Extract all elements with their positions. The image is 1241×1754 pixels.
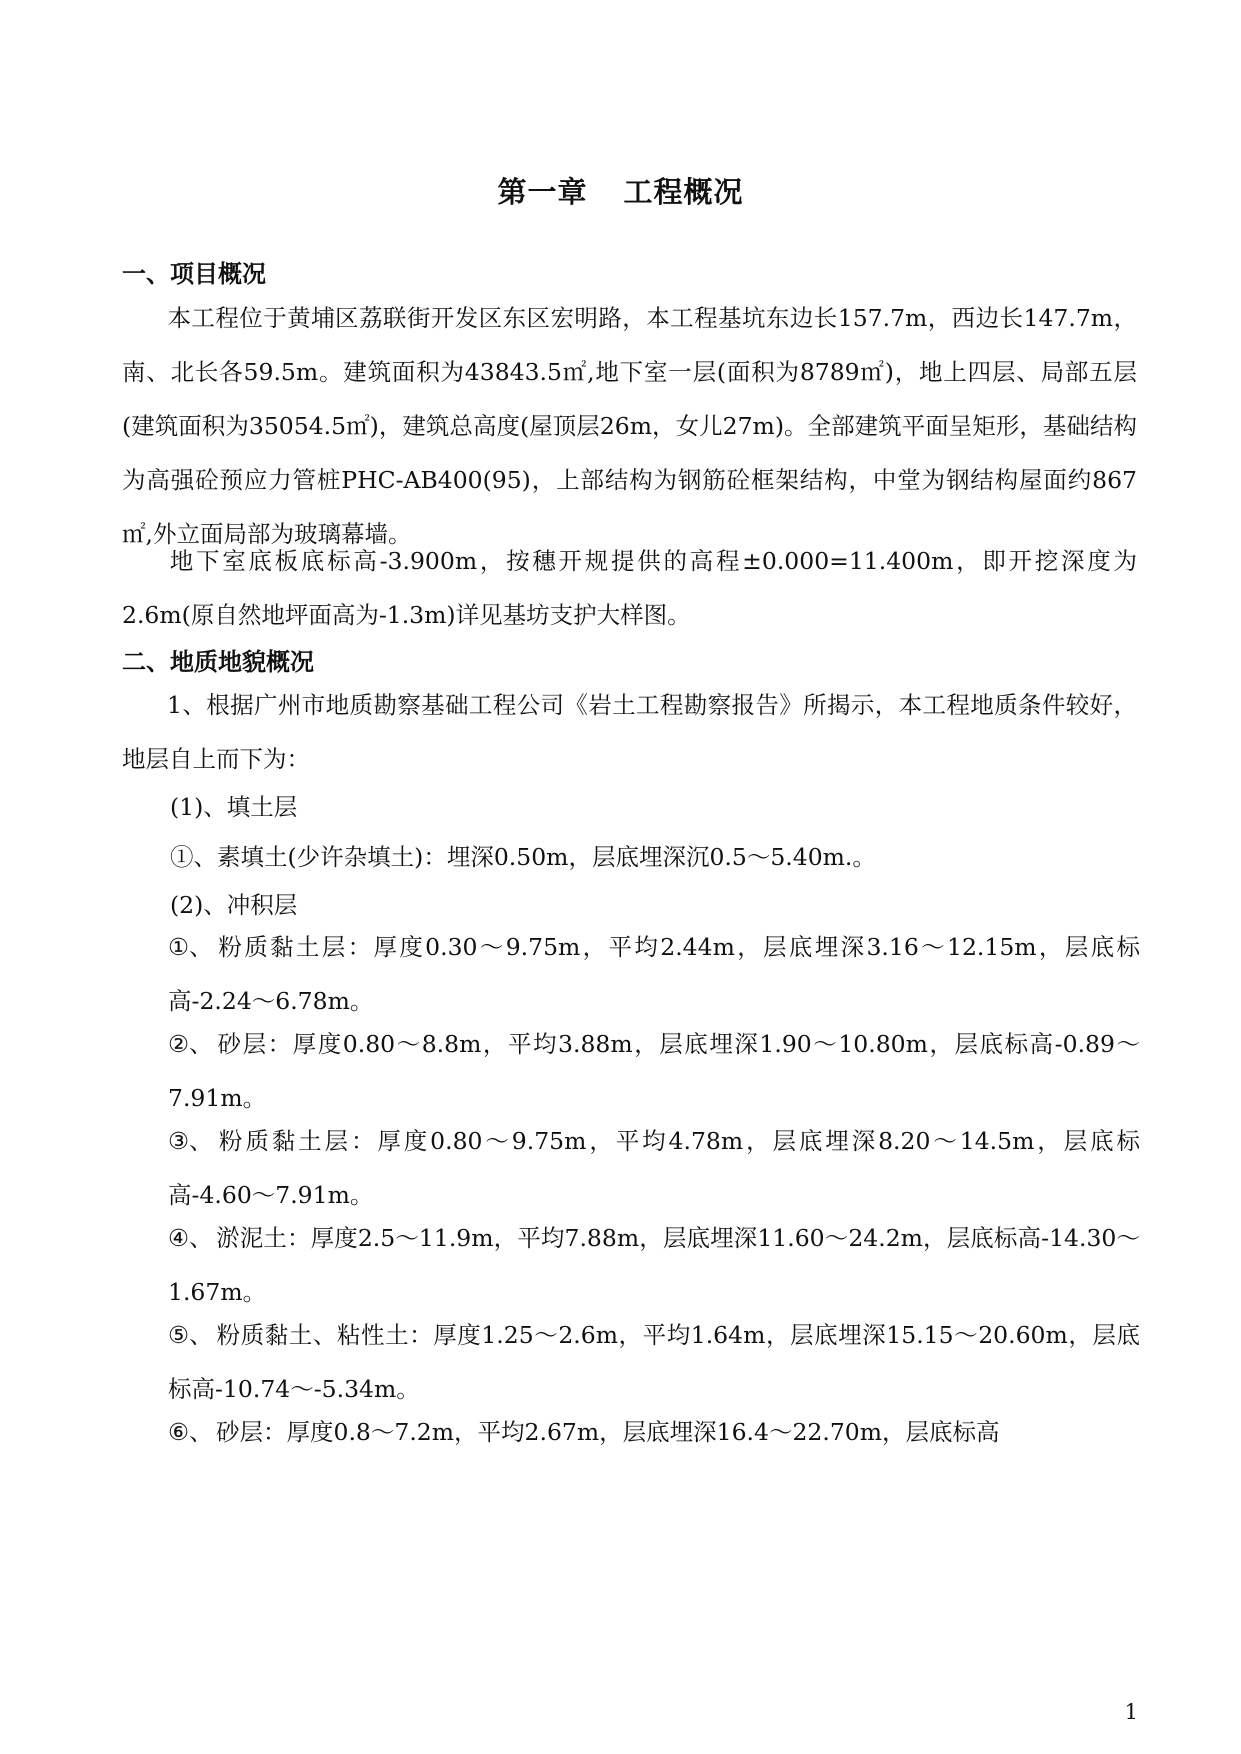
layer-text: 砂层：厚度0.8～7.2m，平均2.67m，层底埋深16.4～22.70m，层底标高 (216, 1418, 1000, 1446)
chapter-number: 第一章 (497, 175, 588, 209)
layer-item (168, 1405, 1140, 1459)
layer-marker: ④、 (168, 1224, 213, 1252)
layer-item (168, 1211, 1140, 1319)
layer-marker: ⑤、 (168, 1321, 213, 1349)
strata-group-fill: (1)、填土层 (170, 793, 298, 821)
chapter-title (0, 170, 1241, 211)
layer-item (168, 920, 1140, 1028)
layer-marker: ①、 (168, 933, 213, 961)
paragraph-project-description: 本工程位于黄埔区荔联街开发区东区宏明路，本工程基坑东边长157.7m，西边长147.7m，南、北长各59.5m。建筑面积为43843.5㎡,地下室一层(面积为8789㎡)，地上四层、局部五层(建筑面积为35054.5㎡)，建筑总高度(屋顶层26m，女儿27m)。全部建筑平面呈矩形，基础结构为高强砼预应力管桩PHC-AB400(95)，上部结构为钢筋砼框架结构，中堂为钢结构屋面约867㎡,外立面局部为玻璃幕墙。 (122, 304, 1137, 548)
layer-item (168, 1308, 1140, 1416)
layer-item (168, 1114, 1140, 1222)
paragraph-survey-report: 1、根据广州市地质勘察基础工程公司《岩土工程勘察报告》所揭示，本工程地质条件较好，地层自上而下为： (122, 691, 1137, 773)
section-heading-project-overview: 一、项目概况 (122, 259, 266, 288)
layer-item (168, 1017, 1140, 1125)
page-number: 1 (1124, 1700, 1138, 1724)
strata-group-alluvial: (2)、冲积层 (170, 891, 298, 919)
fill-layer-marker: ①、 (170, 843, 217, 871)
layer-text: 淤泥土：厚度2.5～11.9m，平均7.88m，层底埋深11.60～24.2m，层底标高-14.30～1.67m。 (168, 1224, 1140, 1306)
fill-layer-text: 素填土(少许杂填土)：埋深0.50m，层底埋深沉0.5～5.40m.。 (217, 843, 876, 871)
layer-text: 粉质黏土、粘性土：厚度1.25～2.6m，平均1.64m，层底埋深15.15～20.60m，层底标高-10.74～-5.34m。 (168, 1321, 1140, 1403)
layer-text: 砂层：厚度0.80～8.8m，平均3.88m，层底埋深1.90～10.80m，层底标高-0.89～7.91m。 (168, 1030, 1140, 1112)
layer-text: 粉质黏土层：厚度0.80～9.75m，平均4.78m，层底埋深8.20～14.5m，层底标高-4.60～7.91m。 (168, 1127, 1140, 1209)
layer-marker: ⑥、 (168, 1418, 213, 1446)
layer-marker: ②、 (168, 1030, 213, 1058)
section-heading-geology: 二、地质地貌概况 (122, 647, 314, 676)
layer-text: 粉质黏土层：厚度0.30～9.75m，平均2.44m，层底埋深3.16～12.15m，层底标高-2.24～6.78m。 (168, 933, 1140, 1015)
layer-marker: ③、 (168, 1127, 213, 1155)
chapter-name: 工程概况 (623, 175, 744, 209)
fill-layer-item (170, 838, 876, 872)
paragraph-excavation-depth: 地下室底板底标高-3.900m，按穗开规提供的高程±0.000=11.400m，即开挖深度为2.6m(原自然地坪面高为-1.3m)详见基坊支护大样图。 (122, 547, 1137, 629)
